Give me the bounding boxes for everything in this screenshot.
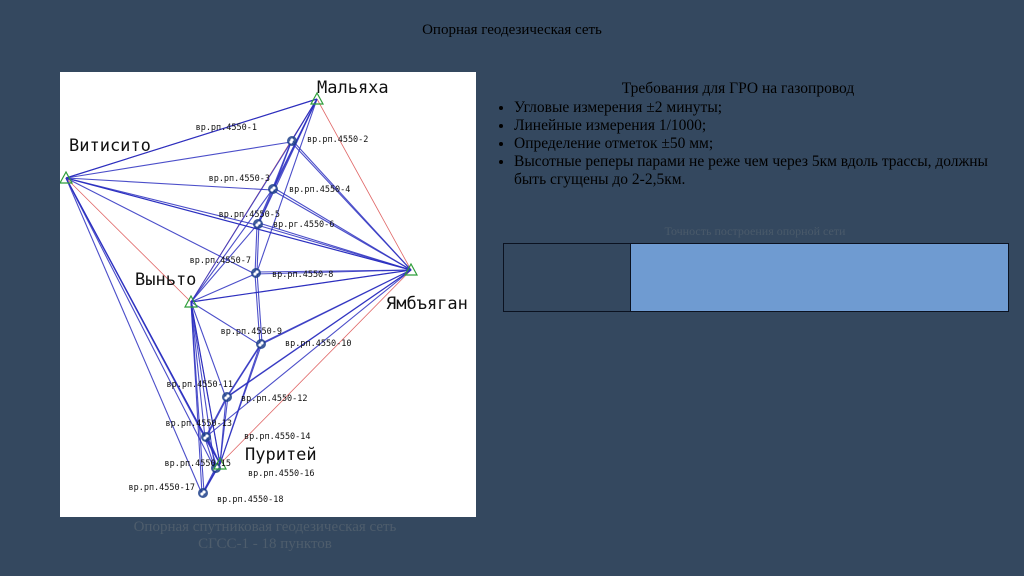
benchmark-label: вр.рп.4550-2 [307,135,369,145]
benchmark-dot [290,138,293,141]
network-line [191,302,260,345]
benchmark-label: вр.рп.4550-15 [164,459,231,469]
station-label: Ямбъяган [386,294,468,314]
map-caption [60,519,470,553]
requirements-title: Требования для ГРО на газопровод [621,80,855,97]
table-caption: Точность построения опорной сети [664,224,846,238]
map-caption-line-2: СГСС-1 - 18 пунктов [198,536,332,552]
station-label: Выньто [135,270,197,290]
station-label: Витисито [69,136,151,156]
map-caption-line-1: Опорная спутниковая геодезическая сеть [133,519,397,535]
benchmark-label: вр.рп.4550-13 [165,419,232,429]
benchmark-label: вр.рп.4550-11 [166,380,233,390]
table-cell-left [504,244,631,311]
benchmark-label: вр.рп.4550-7 [189,256,251,266]
requirement-item: • Угловые измерения ±2 минуты; [514,99,988,117]
benchmark-label: вр.рп.4550-8 [272,270,334,280]
benchmark-dot [255,270,258,273]
benchmark-label: вр.рп.4550-4 [289,185,351,195]
benchmark-label: вр.рп.4550-14 [244,432,311,442]
requirement-item: • Высотные реперы парами не реже чем через 5км вдоль трассы, должны быть сгущены до 2-2,5км. [514,153,988,189]
benchmark-label: вр.рп.4550-17 [128,483,195,493]
benchmark-label: вр.рп.4550-3 [208,174,270,184]
accuracy-table [503,243,1009,312]
requirements-list [488,99,988,189]
benchmark-label: вр.рп.4550-16 [248,469,315,479]
benchmark-label: вр.рп.4550-1 [195,123,257,133]
network-map [60,72,476,517]
benchmark-dot [202,490,205,493]
requirement-item: • Определение отметок ±50 мм; [514,135,988,153]
benchmark-dot [272,186,275,189]
network-lines [66,99,411,494]
network-map-svg [60,72,476,517]
requirement-item: • Линейные измерения 1/1000; [514,117,988,135]
benchmark-label: вр.рг.4550-6 [273,220,335,230]
table-cell-right [631,244,1008,311]
benchmark-dot [205,434,208,437]
benchmark-dot [260,341,263,344]
benchmark-label: вр.рп.4550-9 [220,327,282,337]
benchmark-label: вр.рп.4550-18 [217,495,284,505]
benchmark-label: вр.рп.4550-10 [285,339,352,349]
station-label: Пуритей [245,445,317,465]
network-line [226,345,260,398]
station-label: Мальяха [317,78,389,98]
network-line [66,178,202,494]
benchmark-dot [226,394,229,397]
benchmark-label: вр.рп.4550-5 [218,210,280,220]
slide-title: Опорная геодезическая сеть [422,22,602,38]
benchmark-label: вр.рп.4550-12 [241,394,308,404]
benchmark-dot [257,221,260,224]
network-line [259,223,411,270]
requirements-block [488,80,988,189]
network-labels [69,78,468,505]
network-line [191,190,272,302]
network-line [292,140,411,270]
